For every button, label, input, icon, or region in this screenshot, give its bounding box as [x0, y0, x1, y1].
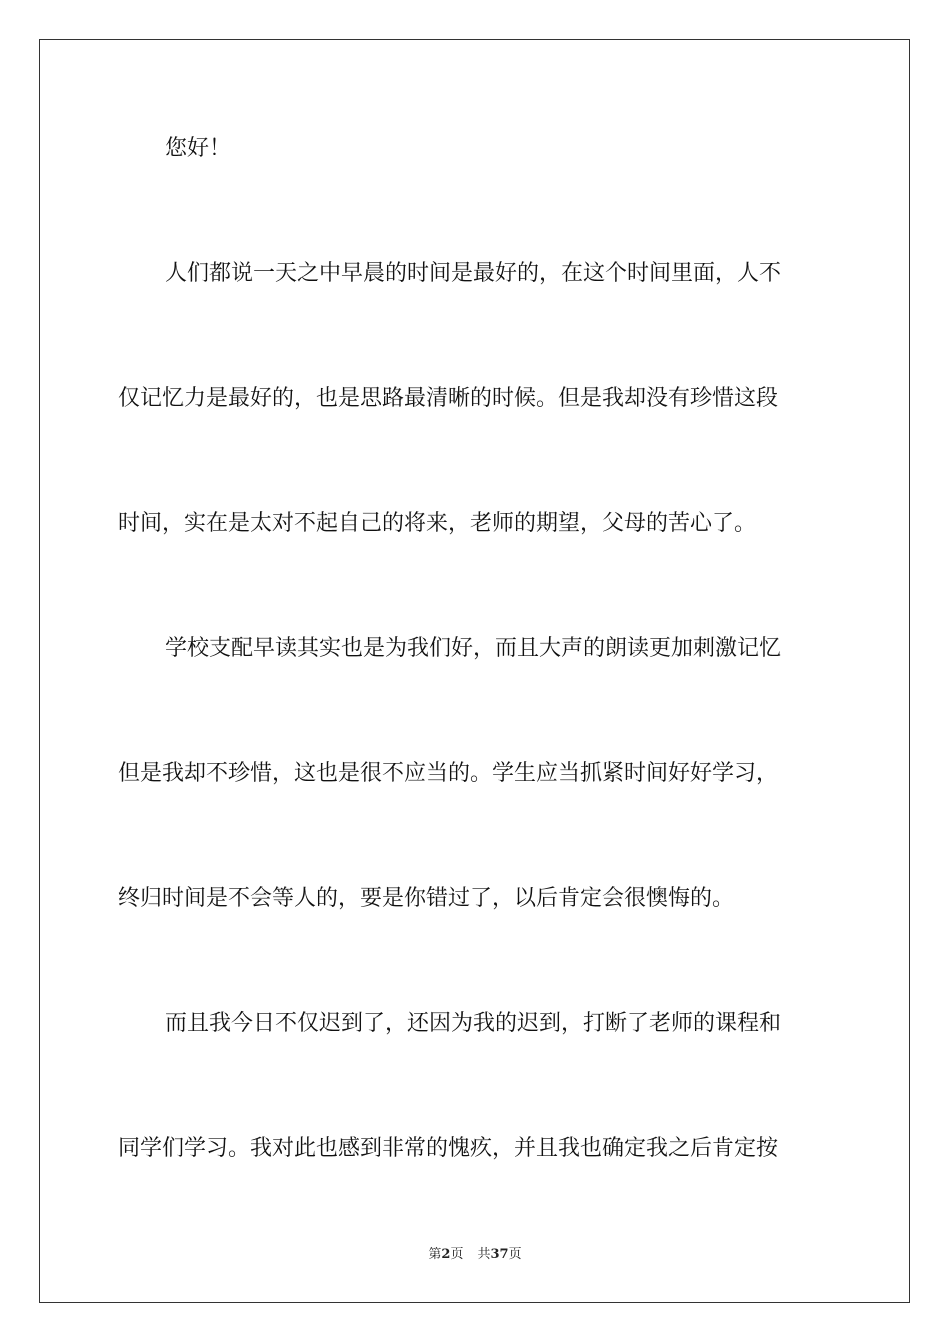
paragraph-line: 时间，实在是太对不起自己的将来，老师的期望，父母的苦心了。 — [118, 511, 757, 536]
page-footer — [0, 1246, 950, 1264]
page-total: 37 — [490, 1247, 509, 1262]
total-prefix: 共 — [477, 1247, 491, 1262]
greeting-line: 您好！ — [165, 136, 232, 161]
paragraph-line: 但是我却不珍惜，这也是很不应当的。学生应当抓紧时间好好学习， — [118, 761, 779, 786]
total-suffix: 页 — [508, 1247, 522, 1262]
paragraph-line: 而且我今日不仅迟到了，还因为我的迟到，打断了老师的课程和 — [165, 1011, 782, 1036]
paragraph-line: 终归时间是不会等人的，要是你错过了，以后肯定会很懊悔的。 — [118, 886, 735, 911]
paragraph-line: 人们都说一天之中早晨的时间是最好的，在这个时间里面，人不 — [165, 261, 782, 286]
page-border — [39, 39, 910, 1303]
page-current: 2 — [441, 1247, 451, 1262]
page-prefix: 第 — [428, 1247, 442, 1262]
paragraph-line: 仅记忆力是最好的，也是思路最清晰的时候。但是我却没有珍惜这段 — [118, 386, 779, 411]
page-suffix: 页 — [450, 1247, 464, 1262]
paragraph-line: 学校支配早读其实也是为我们好，而且大声的朗读更加刺激记忆 — [165, 636, 782, 661]
paragraph-line: 同学们学习。我对此也感到非常的愧疚，并且我也确定我之后肯定按 — [118, 1136, 779, 1161]
